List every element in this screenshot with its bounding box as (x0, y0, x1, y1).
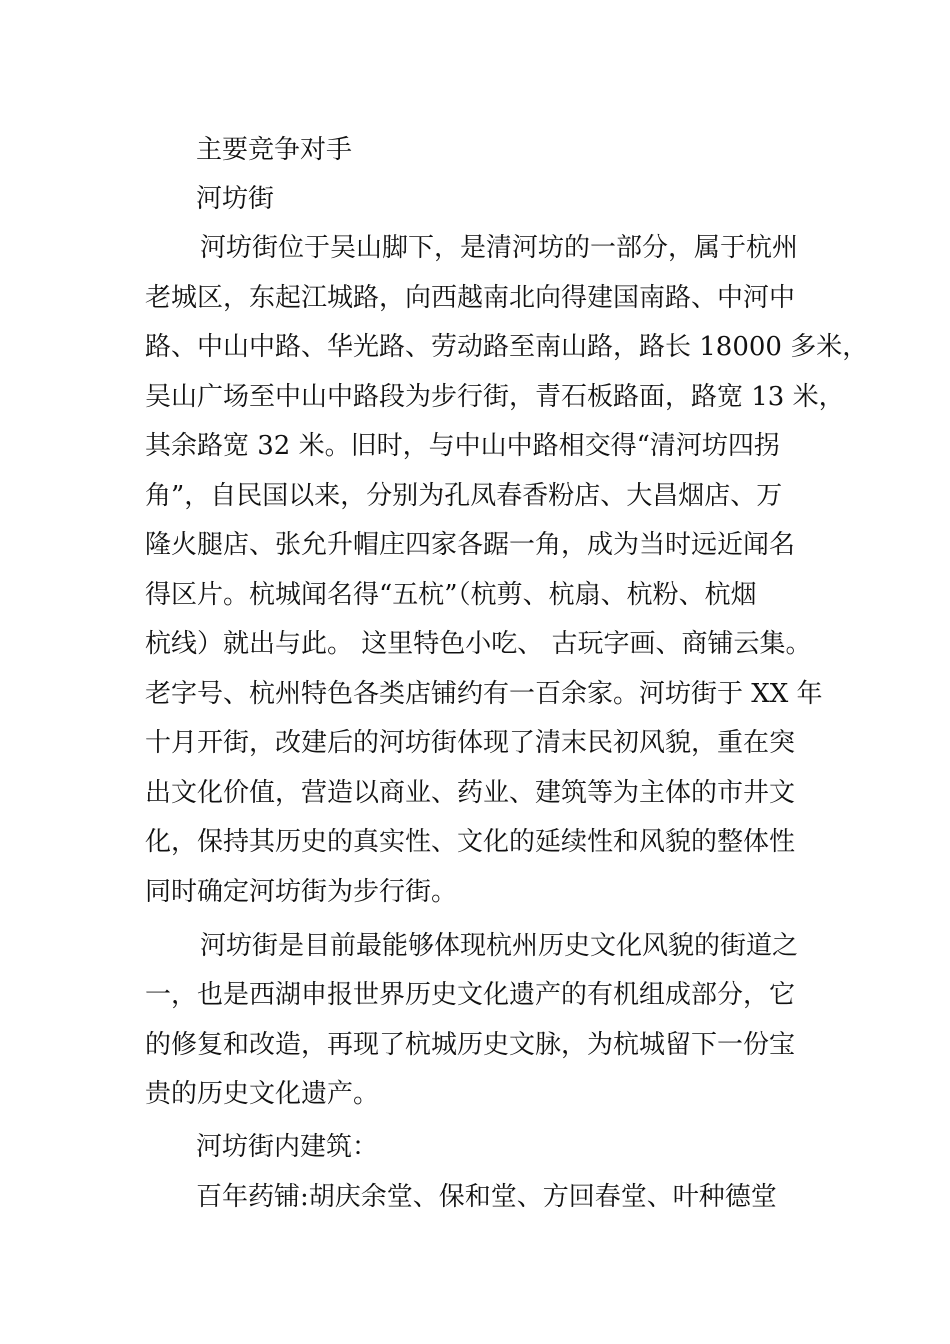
paragraph-line: 其余路宽 32 米。旧时，与中山中路相交得“清河坊四拐 (145, 431, 780, 461)
paragraph-line: 的修复和改造，再现了杭城历史文脉，为杭城留下一份宝 (145, 1030, 796, 1060)
paragraph-line: 同时确定河坊街为步行街。 (145, 877, 458, 907)
paragraph-line: 十月开街，改建后的河坊街体现了清末民初风貌，重在突 (145, 728, 796, 758)
paragraph-line: 老字号、杭州特色各类店铺约有一百余家。河坊街于 XX 年 (145, 679, 823, 709)
paragraph-line: 吴山广场至中山中路段为步行街，青石板路面，路宽 13 米， (145, 382, 845, 412)
paragraph-line: 一，也是西湖申报世界历史文化遗产的有机组成部分，它 (145, 980, 796, 1010)
heading-buildings: 河坊街内建筑： (196, 1132, 379, 1162)
pharmacies-line: 百年药铺:胡庆余堂、保和堂、方回春堂、叶种德堂 (196, 1182, 777, 1212)
heading-main-competitors: 主要竞争对手 (196, 135, 353, 165)
paragraph-line: 得区片。杭城闻名得“五杭”（杭剪、杭扇、杭粉、杭烟 (145, 580, 757, 610)
paragraph-line: 杭线）就出与此。 这里特色小吃、 古玩字画、商铺云集。 (145, 629, 812, 659)
heading-hefang-street: 河坊街 (196, 184, 275, 214)
paragraph-line: 河坊街位于吴山脚下，是清河坊的一部分，属于杭州 (200, 233, 799, 263)
paragraph-line: 隆火腿店、张允升帽庄四家各踞一角，成为当时远近闻名 (145, 530, 796, 560)
paragraph-line: 角”，自民国以来，分别为孔凤春香粉店、大昌烟店、万 (145, 481, 783, 511)
paragraph-line: 老城区，东起江城路，向西越南北向得建国南路、中河中 (145, 283, 796, 313)
paragraph-line: 河坊街是目前最能够体现杭州历史文化风貌的街道之 (200, 931, 799, 961)
paragraph-line: 出文化价值，营造以商业、药业、建筑等为主体的市井文 (145, 778, 796, 808)
paragraph-line: 贵的历史文化遗产。 (145, 1079, 380, 1109)
paragraph-line: 路、中山中路、华光路、劳动路至南山路，路长 18000 多米， (145, 332, 869, 362)
paragraph-line: 化，保持其历史的真实性、文化的延续性和风貌的整体性 (145, 827, 796, 857)
